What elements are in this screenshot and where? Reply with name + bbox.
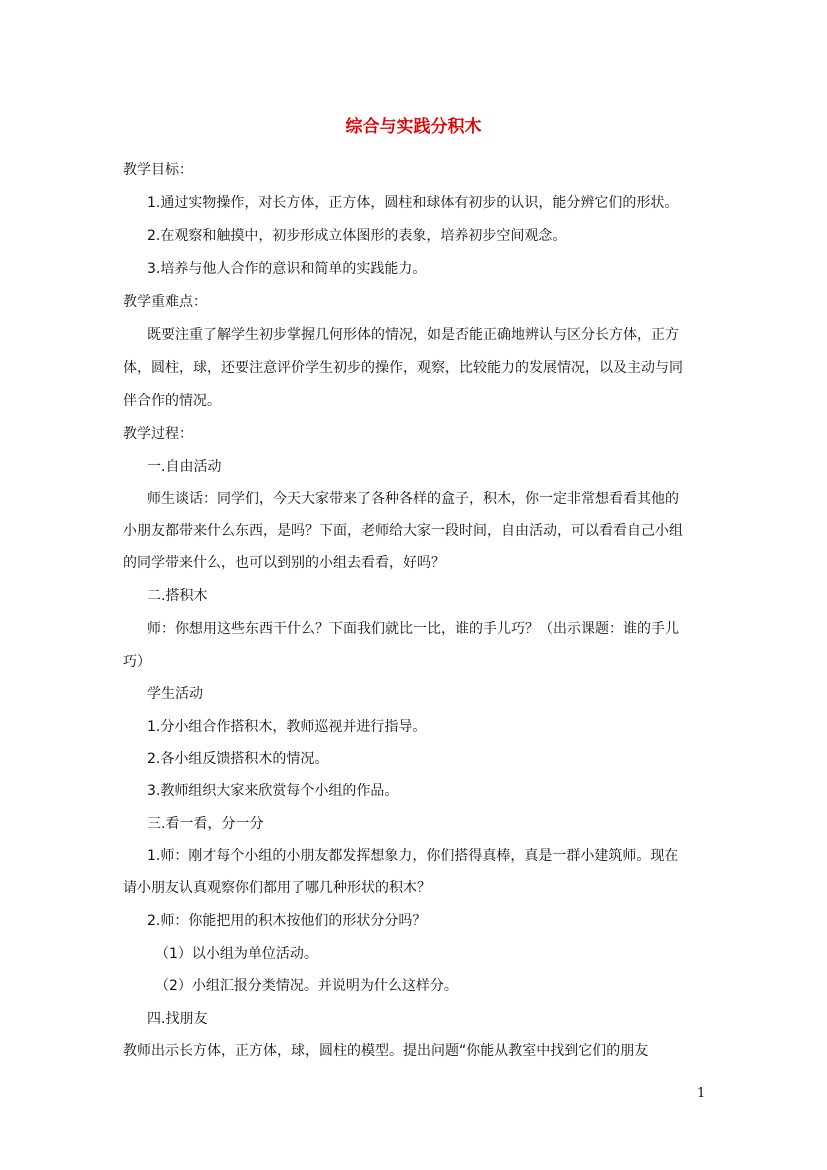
text-line: 伴合作的情况。 [123,393,221,409]
text-line: 二.搭积木 [147,588,208,604]
text-line: 1.通过实物操作，对长方体，正方体，圆柱和球体有初步的认识，能分辨它们的形状。 [147,195,679,211]
text-line: 教学目标： [123,162,193,178]
page-number: 1 [697,1086,706,1101]
text-line: 三.看一看，分一分 [147,816,264,832]
document-title: 综合与实践分积木 [345,117,482,137]
text-line: （2）小组汇报分类情况。并说明为什么这样分。 [155,978,458,994]
text-line: 既要注重了解学生初步掌握几何形体的情况，如是否能正确地辨认与区分长方体，正方 [147,327,679,343]
text-line: 教师出示长方体，正方体，球，圆柱的模型。提出问题“你能从教室中找到它们的朋友 [123,1043,649,1059]
text-line: 2.在观察和触摸中，初步形成立体图形的表象，培养初步空间观念。 [147,228,567,244]
text-line: 3.教师组织大家来欣赏每个小组的作品。 [147,783,399,799]
text-line: 四.找朋友 [147,1011,208,1027]
text-line: 师生谈话：同学们，今天大家带来了各种各样的盒子，积木，你一定非常想看看其他的 [147,491,679,507]
text-line: （1）以小组为单位活动。 [155,946,318,962]
text-line: 教学重难点： [123,294,207,310]
text-line: 体，圆柱，球，还要注意评价学生初步的操作，观察，比较能力的发展情况，以及主动与同 [123,360,683,376]
text-line: 学生活动 [147,686,203,702]
text-line: 教学过程： [123,426,193,442]
text-line: 巧） [123,654,151,670]
text-line: 1.分小组合作搭积木，教师巡视并进行指导。 [147,719,427,735]
text-line: 师：你想用这些东西干什么？下面我们就比一比，谁的手儿巧？（出示课题：谁的手儿 [147,621,679,637]
text-line: 一.自由活动 [147,459,222,475]
text-line: 的同学带来什么，也可以到别的小组去看看，好吗？ [123,555,445,571]
text-line: 请小朋友认真观察你们都用了哪几种形状的积木？ [123,880,431,896]
text-line: 3.培养与他人合作的意识和简单的实践能力。 [147,261,427,277]
text-line: 小朋友都带来什么东西，是吗？下面，老师给大家一段时间，自由活动，可以看看自己小组 [123,523,683,539]
text-line: 2.师：你能把用的积木按他们的形状分分吗？ [147,913,427,929]
text-line: 2.各小组反馈搭积木的情况。 [147,751,329,767]
text-line: 1.师：刚才每个小组的小朋友都发挥想象力，你们搭得真棒，真是一群小建筑师。现在 [147,848,679,864]
